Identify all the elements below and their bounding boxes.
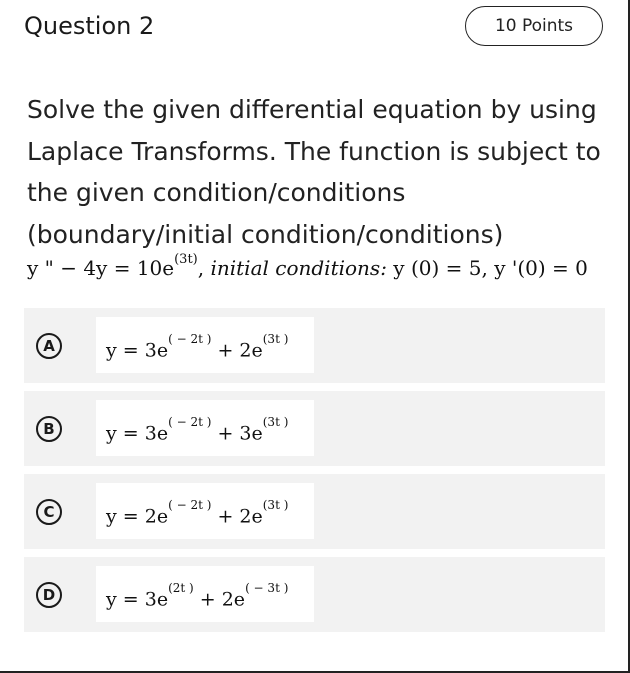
question-text: Solve the given differential equation by using Laplace Transforms. The function is subject to the given condition/conditions (boundary/initial condition/conditions) <box>27 95 601 249</box>
answer-d-part1: y = 3e <box>106 588 169 611</box>
answer-box-c[interactable] <box>96 483 314 539</box>
equation-lhs: y " − 4y = 10e <box>27 256 175 280</box>
answer-c-part1: y = 2e <box>106 505 169 528</box>
option-letter-d-icon[interactable]: D <box>36 582 62 608</box>
option-letter-a-icon[interactable]: A <box>36 333 62 359</box>
answer-box-a[interactable] <box>96 317 314 373</box>
answer-c-formula <box>106 498 289 528</box>
answer-box-d[interactable] <box>96 566 314 622</box>
option-d[interactable] <box>24 557 605 632</box>
answer-c-exp2: (3t ) <box>262 498 289 512</box>
answer-a-part1: y = 3e <box>106 339 169 362</box>
answer-c-exp1: ( − 2t ) <box>168 498 212 512</box>
answer-b-part1: y = 3e <box>106 422 169 445</box>
answer-b-exp2: (3t ) <box>262 415 289 429</box>
answer-b-exp1: ( − 2t ) <box>168 415 212 429</box>
answer-a-part2: + 2e <box>211 339 263 362</box>
question-title: Question 2 <box>24 12 155 40</box>
answer-d-part2: + 2e <box>193 588 246 611</box>
points-badge: 10 Points <box>465 6 603 46</box>
question-header <box>0 0 630 56</box>
answer-d-formula <box>106 581 289 611</box>
conditions-label: initial conditions: <box>210 256 387 280</box>
equation-exponent: (3t) <box>174 252 198 268</box>
initial-conditions: y (0) = 5, y '(0) = 0 <box>386 256 588 280</box>
answer-d-exp1: (2t ) <box>168 581 194 595</box>
equation-separator: , <box>197 256 211 280</box>
answer-a-exp2: (3t ) <box>262 332 289 346</box>
answer-b-formula <box>106 415 289 445</box>
option-b[interactable] <box>24 391 605 466</box>
answer-b-part2: + 3e <box>211 422 263 445</box>
option-a[interactable] <box>24 308 605 383</box>
answer-a-formula <box>106 332 289 362</box>
answer-d-exp2: ( − 3t ) <box>245 581 289 595</box>
answer-box-b[interactable] <box>96 400 314 456</box>
option-c[interactable] <box>24 474 605 549</box>
option-letter-c-icon[interactable]: C <box>36 499 62 525</box>
differential-equation <box>27 252 607 280</box>
answer-c-part2: + 2e <box>211 505 263 528</box>
answer-a-exp1: ( − 2t ) <box>168 332 212 346</box>
option-letter-b-icon[interactable]: B <box>36 416 62 442</box>
